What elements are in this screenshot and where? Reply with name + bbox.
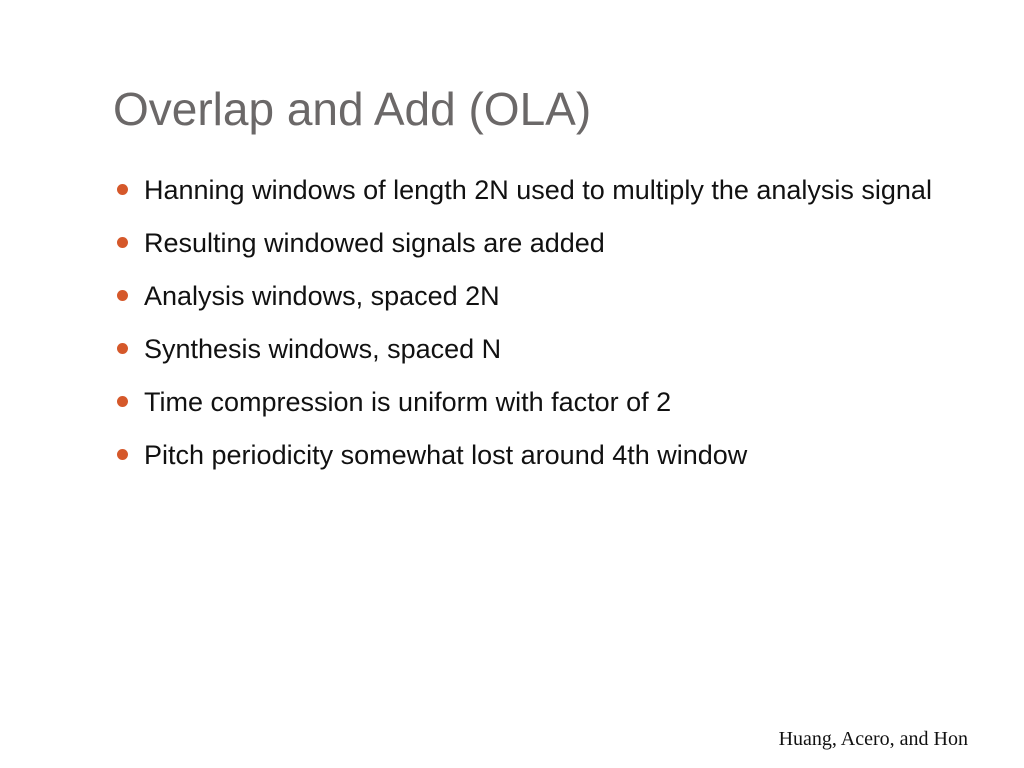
slide-title: Overlap and Add (OLA) — [113, 83, 592, 135]
bullet-dot-icon — [117, 290, 128, 301]
bullet-dot-icon — [117, 237, 128, 248]
bullet-item — [114, 170, 934, 210]
bullet-item — [114, 382, 934, 422]
bullet-dot-icon — [117, 449, 128, 460]
attribution-text: Huang, Acero, and Hon — [778, 728, 968, 750]
bullet-text: Hanning windows of length 2N used to multiply the analysis signal — [144, 175, 932, 205]
bullet-text: Time compression is uniform with factor of 2 — [144, 387, 672, 417]
bullet-text: Pitch periodicity somewhat lost around 4th window — [144, 440, 748, 470]
bullet-dot-icon — [117, 343, 128, 354]
bullet-item — [114, 329, 934, 369]
bullet-item — [114, 276, 934, 316]
bullet-dot-icon — [117, 184, 128, 195]
bullet-item — [114, 223, 934, 263]
bullet-text: Synthesis windows, spaced N — [144, 334, 502, 364]
bullet-item — [114, 435, 934, 475]
bullet-dot-icon — [117, 396, 128, 407]
bullet-list — [114, 170, 934, 488]
bullet-text: Resulting windowed signals are added — [144, 228, 605, 258]
bullet-text: Analysis windows, spaced 2N — [144, 281, 500, 311]
